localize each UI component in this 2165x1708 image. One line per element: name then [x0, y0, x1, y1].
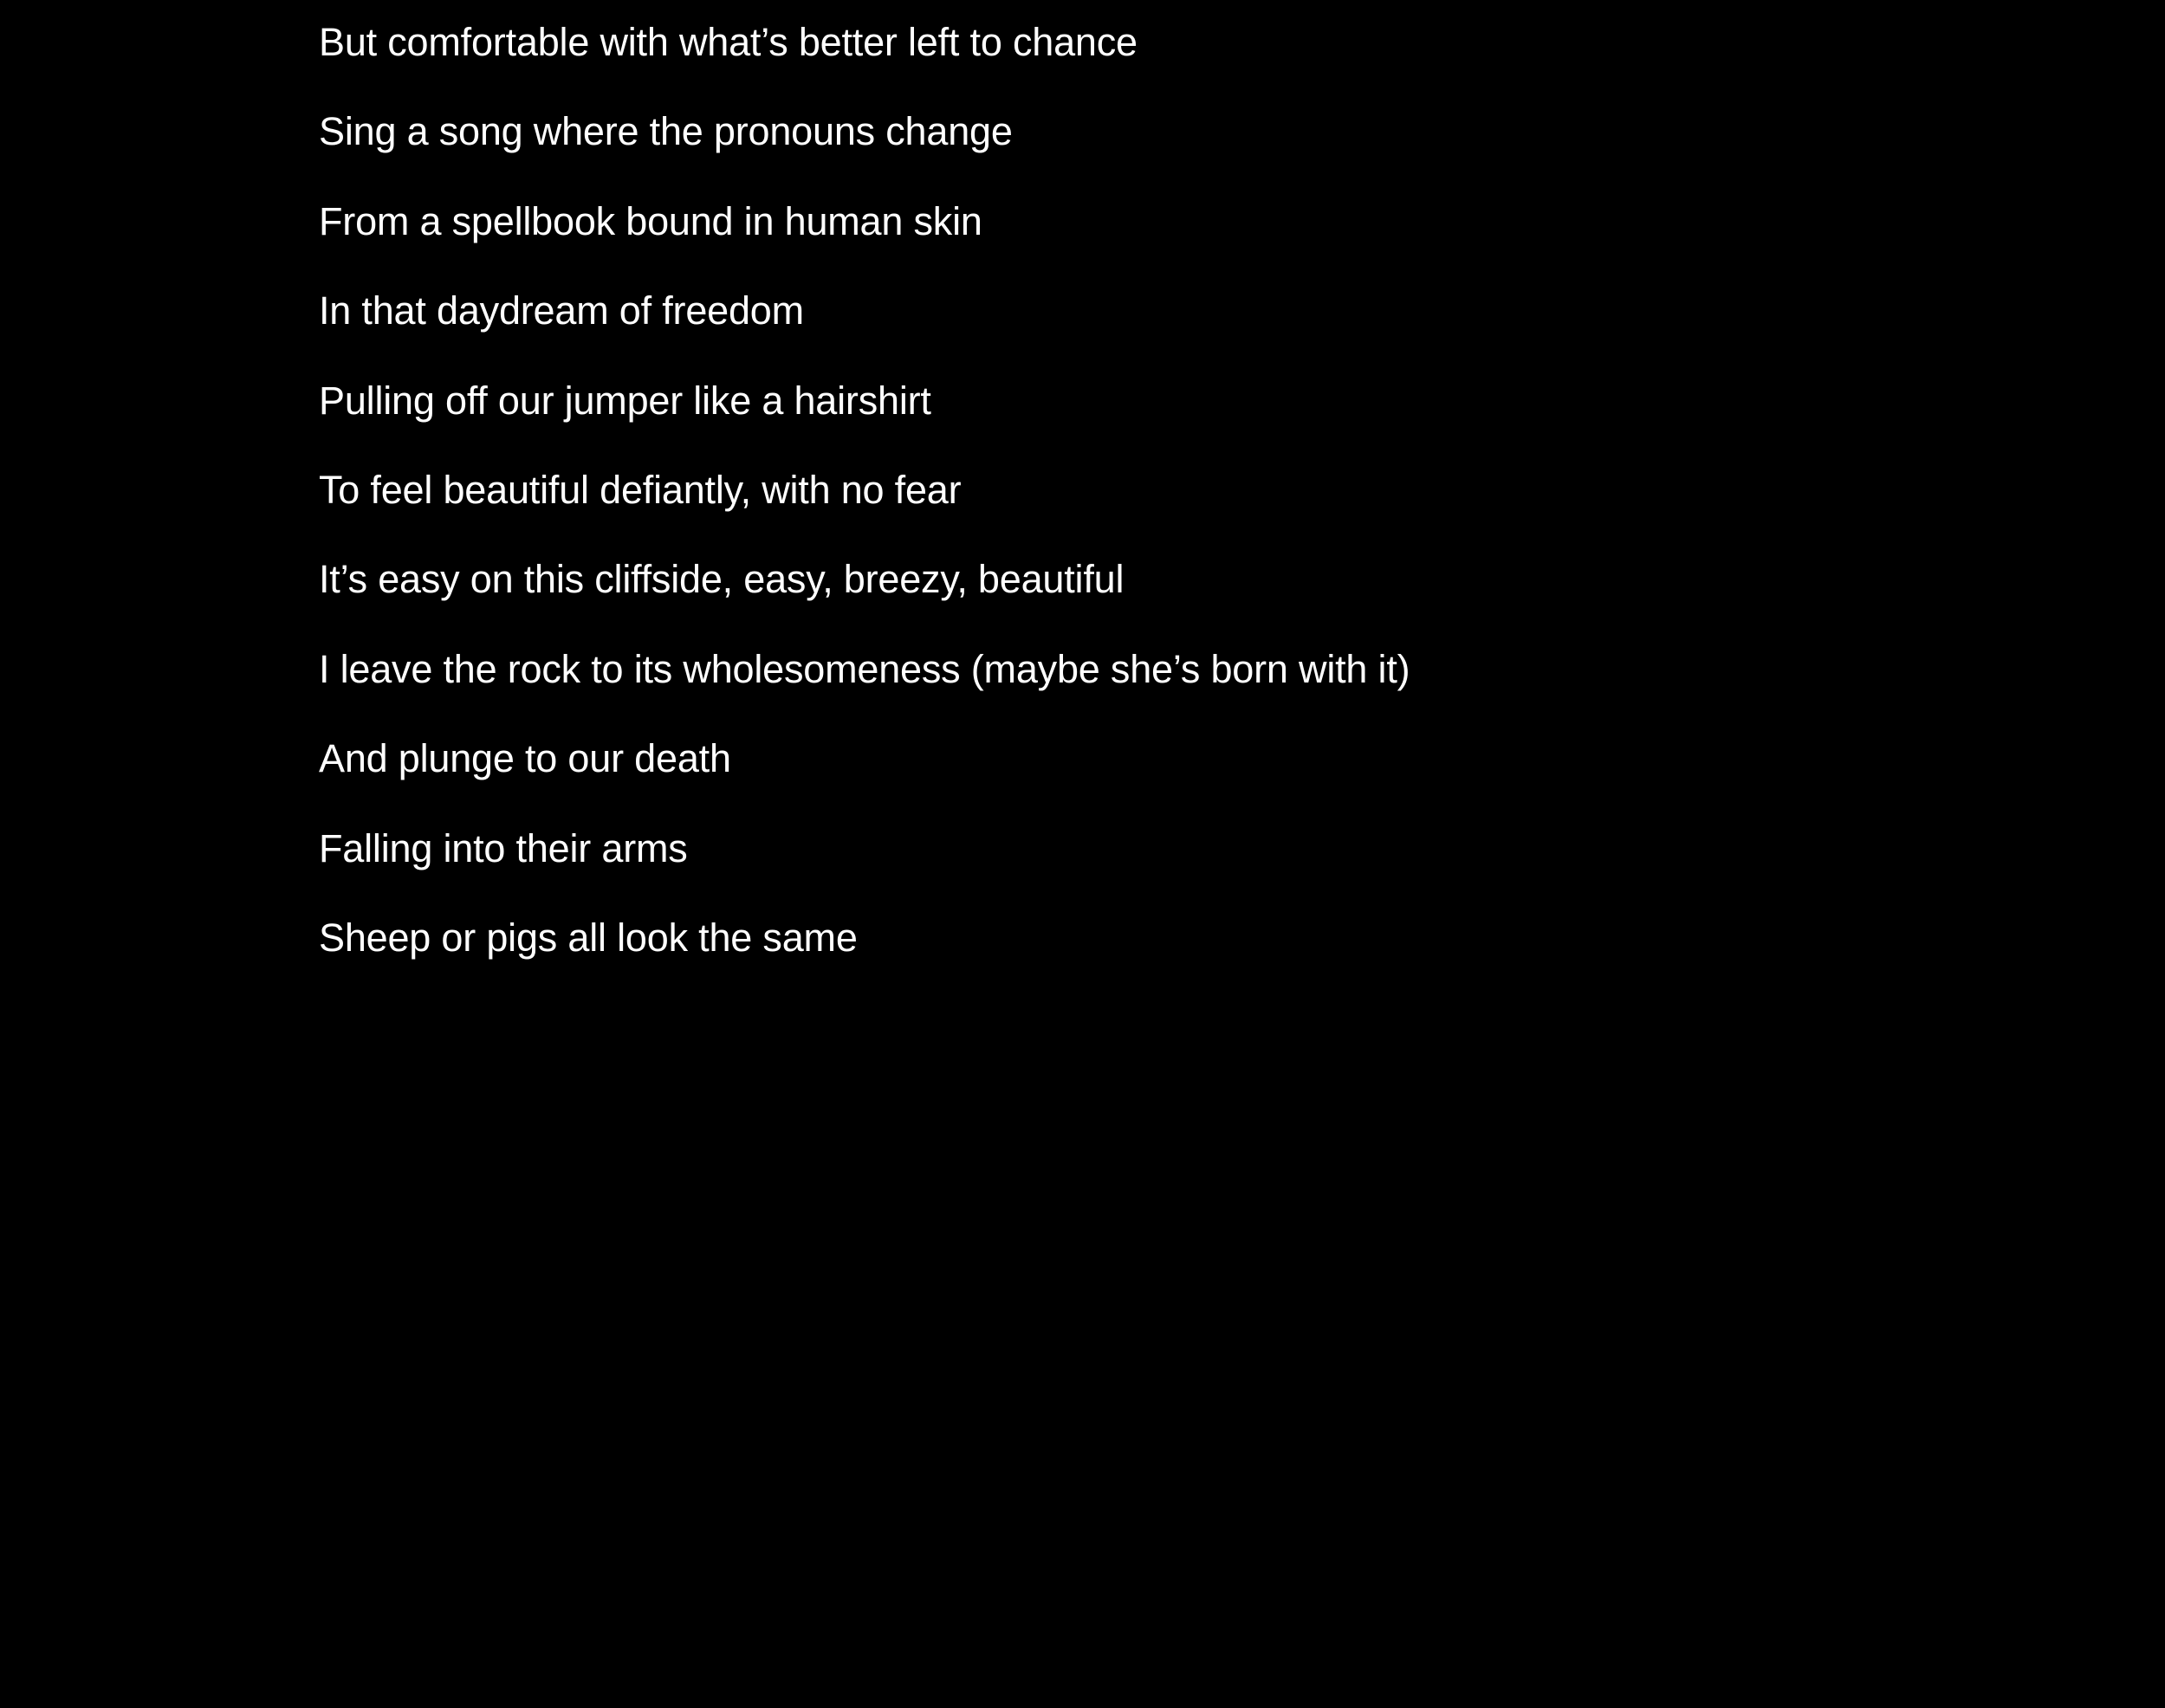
poem-line: And plunge to our death	[319, 736, 731, 781]
poem-line: It’s easy on this cliffside, easy, breezy, beautiful	[319, 557, 1125, 602]
poem-line: To feel beautiful defiantly, with no fear	[319, 467, 962, 512]
poem-line: In that daydream of freedom	[319, 288, 804, 333]
poem-line: But comfortable with what’s better left to chance	[319, 20, 1138, 64]
poem-line: Pulling off our jumper like a hairshirt	[319, 378, 931, 423]
poem-line: I leave the rock to its wholesomeness (maybe she’s born with it)	[319, 646, 1410, 691]
poem-line: Sing a song where the pronouns change	[319, 109, 1013, 154]
poem-text	[319, 15, 1410, 1000]
poem-line: Falling into their arms	[319, 825, 688, 870]
poem-line: From a spellbook bound in human skin	[319, 198, 982, 243]
poem-line: Sheep or pigs all look the same	[319, 915, 858, 960]
